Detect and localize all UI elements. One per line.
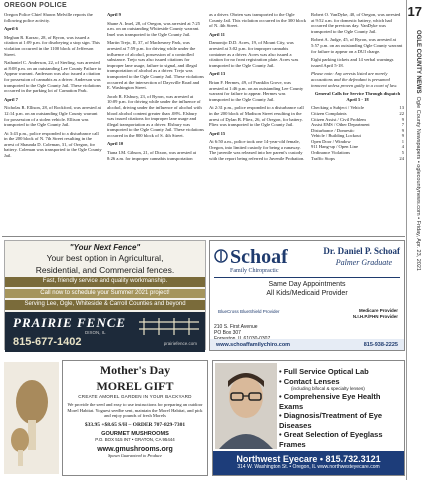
date-heading: April 11 [209, 31, 225, 37]
report-paragraph: Shane A. Imel, 28, of Oregon, was arrested at 7:25 a.m. on an outstanding Whiteside County warrant. Imel was transported to the Ogle County Jail. [107, 20, 200, 37]
report-paragraph: At 3:43 p.m., police responded to a disturbance call in the 200 block of N. 7th Street resulting in the arrest of Shaunda D. Coleman, 31, of Oregon, for battery. Coleman was transported to the Ogle County Jail. [4, 130, 102, 159]
call-type: Open Door / Window [311, 138, 351, 144]
date-heading: April 15 [209, 130, 226, 136]
rail-paper: OGLE COUNTY NEWS [415, 30, 421, 94]
schoaf-chiropractic-ad[interactable] [209, 240, 405, 351]
eyecare-address[interactable]: 314 W. Washington St. • Oregon, IL www.northwesteyecare.com [237, 464, 380, 470]
call-type: Assist EMS / Other Department [311, 122, 370, 128]
fence-phone[interactable]: 815-677-1402 [13, 335, 82, 348]
column-3 [209, 12, 306, 165]
call-count: 22 [399, 110, 404, 116]
call-type: Citizen Complaints [311, 110, 347, 116]
morel-price: $33.95 +$8.65 S/H – ORDER 707-829-7301 [84, 421, 186, 428]
column-4-body [311, 12, 404, 88]
call-count: 13 [399, 105, 404, 111]
fence-website[interactable]: prairiefence.com [163, 340, 197, 346]
calls-title: General Calls for Service Through dispatch April 5 - 18 [314, 91, 401, 102]
doctor-title: Palmer Graduate [335, 258, 392, 267]
call-count: 9 [401, 127, 404, 133]
service-eye-exams: • Comprehensive Eye Health Exams [279, 392, 381, 411]
medicare-line-2: N.I.H.P./FHN Provider [352, 313, 398, 319]
schoaf-mid [214, 277, 400, 308]
same-day-line: Same Day Appointments [268, 281, 346, 288]
call-count: 7 [401, 122, 404, 128]
eyecare-services [279, 367, 400, 449]
fence-quote: "Your Next Fence" [69, 243, 141, 252]
call-type: Checking a Subject / Vehicle [311, 105, 364, 111]
ads-divider [2, 236, 405, 237]
calls-list [311, 105, 404, 161]
section-header: OREGON POLICE [4, 2, 68, 9]
morel-spawn: Spawn Guaranteed to Produce [107, 452, 163, 458]
page-rail [406, 0, 423, 480]
schoaf-logo-sub: Family Chiropractic [230, 268, 279, 274]
schoaf-website[interactable]: www.schoaffamilychiro.com [216, 341, 291, 348]
date-heading: April 10 [107, 141, 124, 147]
date-heading: April 9 [107, 12, 121, 17]
fence-icon [139, 316, 199, 336]
report-paragraph: Meghan R. Karzac, 28, of Byron, was issued a citation at 1:09 p.m. for disobeying a stop sign. This violation occurred in the 1100 block of Jefferson Street. [4, 34, 100, 57]
page-number: 17 [407, 4, 422, 19]
rail-date: Friday, Apr. 23, 2021 [415, 220, 421, 271]
spine-logo-icon [214, 249, 228, 263]
call-count: 9 [401, 116, 404, 122]
eyecare-footer [213, 451, 404, 475]
fence-band-1: Fast, friendly service and quality workmanship. [5, 277, 205, 287]
fence-line-2: Residential, and Commercial fences. [35, 264, 175, 275]
report-paragraph: as a driver. Obrien was transported to the Ogle County Jail. This violation occurred in the 300 block of N. 4th Street. [209, 12, 307, 29]
morel-company-address: P.O. BOX 515 IN7 • GRATON, CA 95444 [95, 436, 175, 442]
report-paragraph: Damonijo D.D. Acres, 19, of Mount City, was arrested at 3:02 p.m. for improper cannabis container as a driver. Acres was also issued a citation for no front registration plate. Acres was transported to the Ogle County Jail. [209, 40, 299, 68]
report-paragraph: Jacob R. Elsbury, 23, of Byron, was arrested at 10:09 p.m. for driving while under the influence of alcohol, driving under the influence of alcohol with blood alcohol content greater than .08%. Elsbury was issued citations for improper lane usage and illegal transportation as a driver. Elsbury was transported to the Ogle County Jail. These violations occurred in the 800 block of S. 4th Street. [107, 93, 204, 138]
rail-text: OGLE COUNTY NEWS Ogle County Newspapers • oglecountynews.com • Friday, Apr. 23, 2021 [415, 30, 421, 271]
fence-brand: PRAIRIE FENCE [13, 314, 127, 330]
addr-line-2: PO Box 307 [214, 330, 241, 336]
call-type: Vehicle / Building Lockout [311, 133, 361, 139]
eyecare-name-phone[interactable]: Northwest Eyecare • 815.732.3121 [236, 454, 381, 464]
schoaf-footer [210, 339, 404, 350]
doctor-name: Dr. Daniel P. Schoaf [323, 246, 400, 256]
medicaid-line: All Kids/Medicaid Provider [266, 290, 348, 297]
contact-note: (including bifocal & specialty lenses) [291, 386, 365, 391]
column-1 [4, 12, 102, 162]
service-optical-lab: • Full Service Optical Lab [279, 367, 369, 376]
fence-city: DIXON, IL [85, 329, 106, 335]
report-paragraph: Brian F. Hermes, 49, of Franklin Grove, was arrested at 1:46 p.m. on an outstanding Lee County warrant for failure to appear. Hermes was transported to the Ogle County Jail. [209, 79, 304, 102]
fence-line-1: Your best option in Agricultural, [46, 253, 164, 263]
date-heading: April 7 [4, 96, 18, 102]
report-paragraph: Martin Trejo, II, 37, of Machesney Park, was arrested at 7:59 p.m. for driving while under the influence of alcohol, possession of a controlled substance. Trejo was also issued citations for improper lane usage, failure to signal, and illegal transportation of alcohol as a driver. Trejo was transported to the Ogle County Jail. These violations occurred at the intersection of Daysville Road and E. Washington Street. [107, 40, 204, 91]
call-count: 4 [401, 144, 404, 150]
call-type: Traffic Stops [311, 155, 335, 161]
report-paragraph: Oregon Police Chief Shawn Melville reports the following police activity. [4, 12, 93, 23]
call-type: Ordinance Violations [311, 150, 351, 156]
call-row [311, 156, 404, 162]
service-frames: • Great Selection of Eyeglass Frames [279, 430, 383, 449]
fence-brand-block [5, 312, 205, 352]
prairie-fence-ad[interactable] [4, 240, 206, 350]
date-heading: April 6 [4, 26, 18, 32]
report-paragraph: Robert O. VanDyke, 40, of Oregon, was arrested at 9:52 a.m. for domestic battery, which had occurred the previous day. VanDyke was transported to the Ogle County Jail. [311, 12, 401, 34]
column-2 [107, 12, 204, 164]
morel-text: We provide the seed and easy to use instructions for preparing an outdoor Morel Habitat. Yoguest seedbe sent, maintain the Morel Habitat, and pick and enjoy pounds of fresh Morels [67, 402, 203, 419]
morel-gift-ad[interactable] [62, 360, 208, 476]
disclaimer-note: Please note: Any arrests listed are merely accusations and the defendant is presumed innocent unless proven guilty in a court of law. [311, 71, 398, 88]
date-heading: April 13 [209, 71, 226, 77]
man-with-glasses-photo [215, 363, 277, 449]
call-count: 9 [401, 133, 404, 139]
column-4 [311, 12, 404, 161]
fence-band-3: Serving Lee, Ogle, Whiteside & Carroll Counties and beyond [5, 300, 205, 310]
service-diagnosis: • Diagnosis/Treatment of Eye Diseases [279, 411, 383, 430]
report-paragraph: Nicholas R. Ellison, 28, of Rockford, was arrested at 12:14 p.m. on an outstanding Ogle County warrant for possession of a stolen vehicle. Ellison was transported to the Ogle County Jail. [4, 105, 101, 128]
call-type: 911 Hang-up / Open Line [311, 144, 359, 150]
report-paragraph: Eight parking tickets and 14 verbal warnings issued April 5-18. [311, 57, 394, 68]
addr-line-1: 210 S. First Avenue [214, 324, 258, 330]
bcbs-provider: BlueCross BlueShield Provider [218, 309, 280, 314]
call-type: Disturbance / Domestic [311, 127, 355, 133]
report-paragraph: At 2:31 p.m., police responded to a disturbance call in the 200 block of Madison Street resulting in the arrest of Dylan B. Pliex, 26, of Oregon, for battery. Pliex was transported to the Ogle County Jail. [209, 105, 304, 128]
medicare-line-1: Medicare Provider [358, 308, 398, 313]
schoaf-phone[interactable]: 815-938-2225 [363, 341, 398, 348]
morel-heading-1: Mother's Day [99, 363, 171, 377]
report-paragraph: Robert A. Judge, 45, of Byron, was arrested at 5:57 p.m. on an outstanding Ogle County warrant for failure to appear on a DUI charge. [311, 37, 403, 54]
schoaf-logo: Schoaf [230, 246, 288, 268]
report-paragraph: Tiana I.M. Gibson, 21, of Dixon, was arrested at 8:26 a.m. for improper cannabis transportation [107, 150, 197, 161]
morel-website[interactable]: www.gmushrooms.org [97, 445, 173, 453]
rail-sites: Ogle County Newspapers • oglecountynews.com [415, 96, 421, 216]
call-type: Citizen Assist / Civil Problem [311, 116, 366, 122]
fence-band-2: Call now to schedule your Summer 2021 project! [5, 289, 205, 299]
medicare-block [353, 308, 398, 319]
mushroom-image [4, 362, 59, 474]
morel-sub: CREATE AMOREL GARDEN IN YOUR BACKYARD [78, 394, 192, 399]
morel-company: GOURMET MUSHROOMS [101, 430, 169, 437]
service-contact-lenses: • Contact Lenses [279, 376, 340, 386]
call-count: 5 [401, 150, 404, 156]
northwest-eyecare-ad[interactable] [212, 360, 405, 476]
morel-heading-2: MOREL GIFT [96, 379, 174, 393]
report-paragraph: At 6:50 a.m., police took one 14-year-old female, Oregon, into limited custody for being a runaway. The juvenile was released into her parent's custody with the report being referred to Juvenile Probation. [209, 139, 305, 162]
report-paragraph: Nathaniel C. Anderson, 22, of Sterling, was arrested at 8:08 p.m. on an outstanding Lee County Failure to Appear warrant. Anderson was also issued a citation for possession of cannabis as a driver. Anderson was transported to the Ogle County Jail. These violations occurred in the parking lot of Carnation Park. [4, 60, 102, 94]
call-count: 1 [401, 138, 404, 144]
call-count: 24 [399, 155, 404, 161]
